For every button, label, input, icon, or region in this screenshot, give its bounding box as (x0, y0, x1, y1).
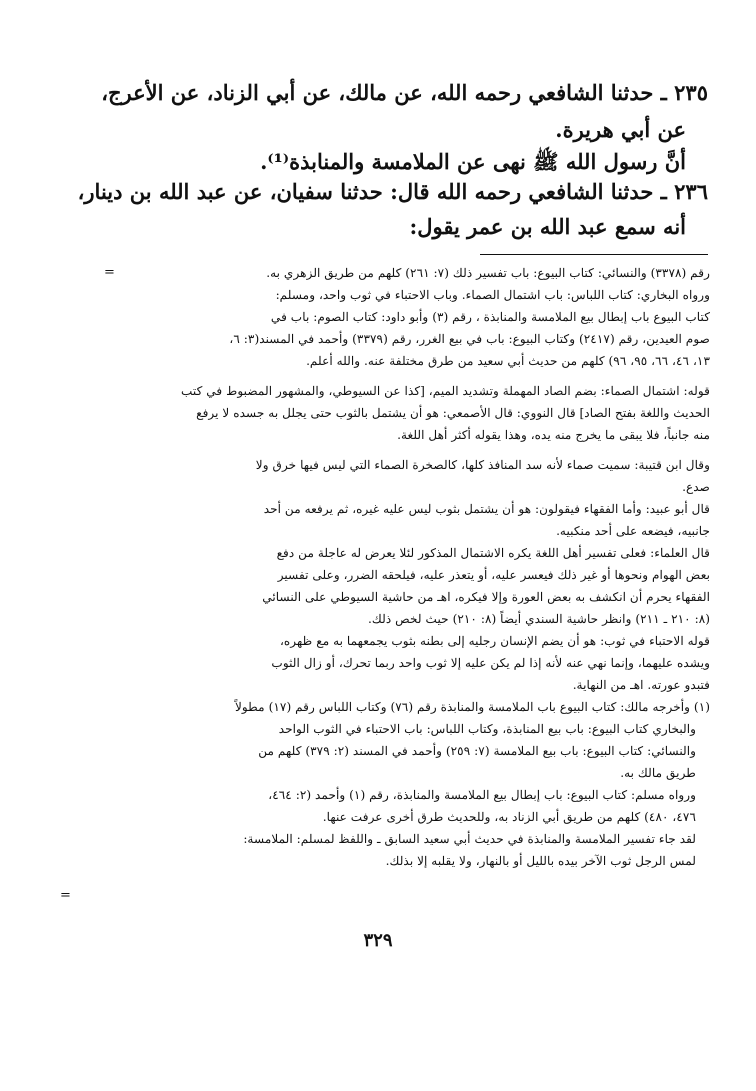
footnote-line: صوم العيدين، رقم (٢٤١٧) وكتاب البيوع: باب في بيع الغرر، رقم (٣٣٧٩) وأحمد في المسند(٣: ٦، (229, 332, 710, 346)
footnote-separator (480, 254, 708, 255)
footnote-line: بعض الهوام ونحوها أو غير ذلك فيعسر عليه، أو يتعذر عليه، فيلحقه الضرر، وعلى تفسير (277, 568, 710, 582)
footnote-line: فتبدو عورته. اهـ من النهاية. (572, 678, 710, 692)
continuation-mark-top: = (104, 265, 115, 280)
footnote-line: رقم (٣٣٧٨) والنسائي: كتاب البيوع: باب تفسير ذلك (٧: ٢٦١) كلهم من طريق الزهري به. (266, 266, 710, 280)
hadith-236-line-1: ٢٣٦ ـ حدثنا الشافعي رحمه الله قال: حدثنا سفيان، عن عبد الله بن دينار، (77, 179, 708, 204)
footnote-line: (٨: ٢١٠ ـ ٢١١) وانظر حاشية السندي أيضاً (٨: ٢١٠) حيث لخص ذلك. (367, 612, 710, 626)
hadith-235-line-2: عن أبي هريرة. (555, 117, 686, 142)
footnote-line: قال العلماء: فعلى تفسير أهل اللغة يكره الاشتمال المذكور لئلا يعرض له عاجلة من دفع (276, 546, 710, 560)
footnote-line: ١٣، ٤٦، ٦٦، ٩٥، ٩٦) كلهم من حديث أبي سعيد من طرق مختلفة عنه. والله أعلم. (306, 354, 710, 368)
continuation-mark-bottom: = (60, 888, 71, 903)
footnote-line: صدع. (682, 480, 710, 494)
footnote-line: ويشده عليهما، وإنما نهي عنه لأنه إذا لم يكن عليه إلا ثوب واحد ربما تحرك، أو زال الثوب (271, 656, 710, 670)
footnote-line: ورواه مسلم: كتاب البيوع: باب إبطال بيع الملامسة والمنابذة، رقم (١) وأحمد (٢: ٤٦٤، (268, 788, 696, 802)
footnote-line: طريق مالك به. (620, 766, 696, 780)
main-text (77, 80, 708, 254)
footnotes (86, 262, 710, 872)
footnote-line: قوله: اشتمال الصماء: بضم الصاد المهملة وتشديد الميم، [كذا عن السيوطي، والمشهور المضبوط في كتب (180, 384, 710, 398)
footnote-line: الفقهاء يحرم أن انكشف به بعض العورة وإلا فيكره، اهـ من حاشية السيوطي على النسائي (262, 590, 710, 604)
footnote-line: لقد جاء تفسير الملامسة والمنابذة في حديث أبي سعيد السابق ـ واللفظ لمسلم: الملامسة: (243, 832, 696, 846)
footnote-line: قوله الاحتباء في ثوب: هو أن يضم الإنسان رجليه إلى بطنه بثوب يجمعهما به مع ظهره، (279, 634, 710, 648)
footnote-line: جانبيه، فيضعه على أحد منكبيه. (556, 524, 710, 538)
footnote-line: الحديث واللغة بفتح الصاد] قال النووي: قال الأصمعي: هو أن يشتمل بالثوب حتى يجلل به جسده لا يرفع (196, 406, 710, 420)
hadith-235-line-1: ٢٣٥ ـ حدثنا الشافعي رحمه الله، عن مالك، عن أبي الزناد، عن الأعرج، (101, 80, 708, 105)
footnote-line: والنسائي: كتاب البيوع: باب بيع الملامسة (٧: ٢٥٩) وأحمد في المسند (٢: ٣٧٩) كلهم من (258, 744, 696, 758)
page-number: ٣٢٩ (363, 930, 393, 951)
footnote-line: (١) وأخرجه مالك: كتاب البيوع باب الملامسة والمنابذة رقم (٧٦) وكتاب اللباس رقم (١٧) مطولاً (234, 700, 710, 714)
footnote-line: ورواه البخاري: كتاب اللباس: باب اشتمال الصماء. وباب الاحتباء في ثوب واحد، ومسلم: (275, 288, 710, 302)
hadith-236-line-2: أنه سمع عبد الله بن عمر يقول: (409, 214, 686, 239)
footnote-line: منه جانباً، فلا يبقى ما يخرج منه يده، وهذا يقوله أكثر أهل اللغة. (397, 428, 710, 442)
hadith-235-line-3: أنَّ رسول الله ﷺ نهى عن الملامسة والمنابذة⁽¹⁾. (260, 149, 686, 174)
footnote-line: لمس الرجل ثوب الآخر بيده بالليل أو بالنهار، ولا يقلبه إلا بذلك. (385, 854, 696, 868)
footnote-line: ٤٧٦، ٤٨٠) كلهم من طريق أبي الزناد به، وللحديث طرق أخرى عرفت عنها. (322, 810, 696, 824)
footnote-line: قال أبو عبيد: وأما الفقهاء فيقولون: هو أن يشتمل بثوب ليس عليه غيره، ثم يرفعه من أحد (263, 502, 710, 516)
footnote-line: وقال ابن قتيبة: سميت صماء لأنه سد المنافذ كلها، كالصخرة الصماء التي ليس فيها خرق ولا (255, 458, 710, 472)
footnote-line: كتاب البيوع باب إبطال بيع الملامسة والمنابذة ، رقم (٣) وأبو داود: كتاب الصوم: باب في (270, 310, 710, 324)
footnote-line: والبخاري كتاب البيوع: باب بيع المنابذة، وكتاب اللباس: باب الاحتباء في الثوب الواحد (278, 722, 696, 736)
